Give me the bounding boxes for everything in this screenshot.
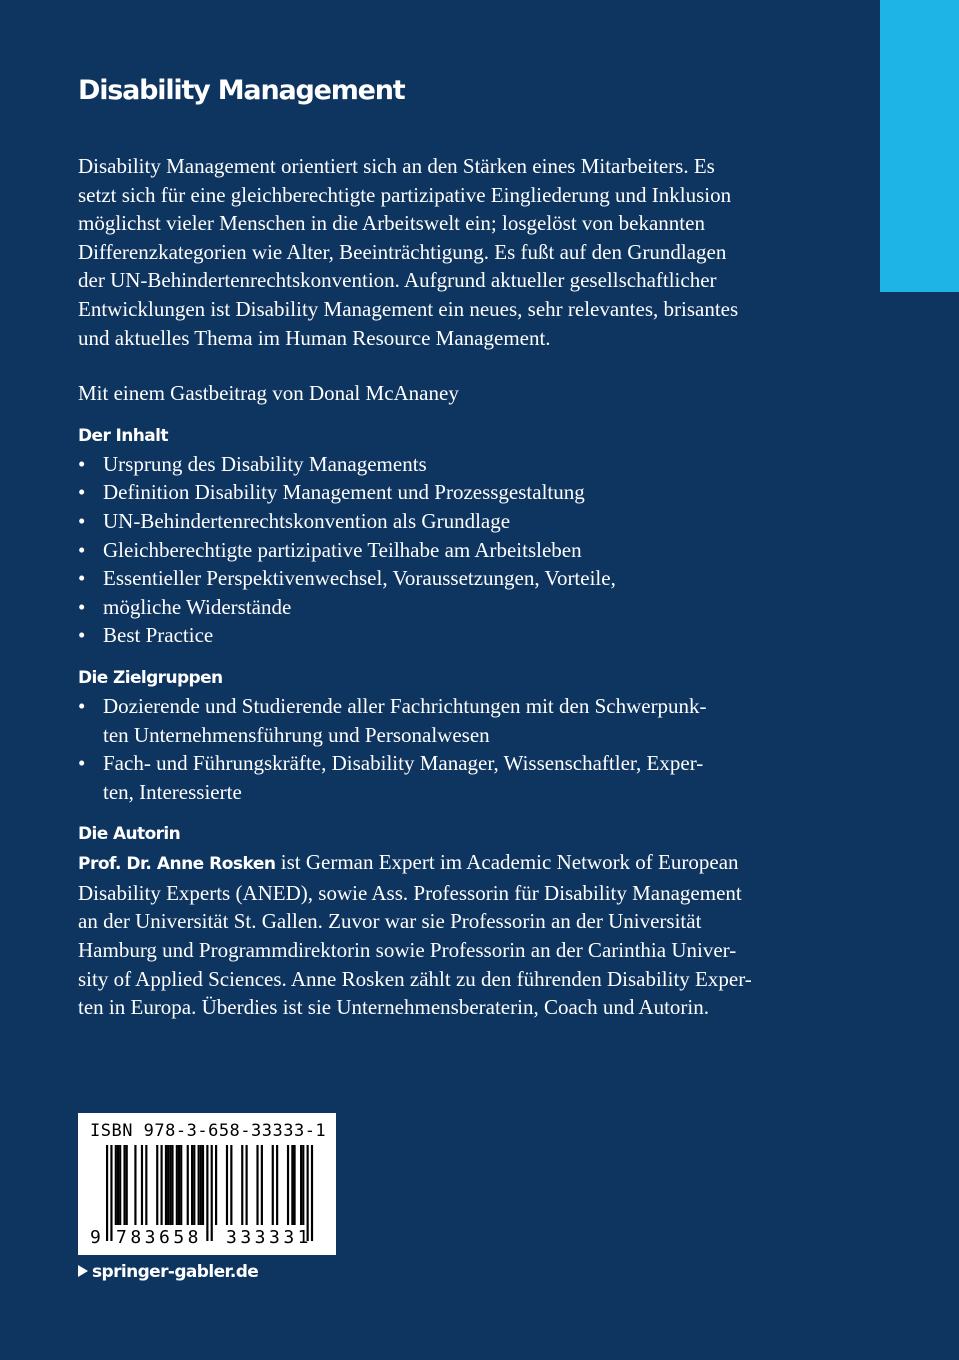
barcode-bar <box>226 1145 228 1225</box>
ean-group-left: 783658 <box>116 1227 203 1248</box>
barcode-bar <box>145 1145 147 1225</box>
barcode-bar <box>134 1145 136 1225</box>
barcode-bar <box>171 1145 173 1225</box>
list-item-line: • Fach- und Führungskräfte, Disability Manager, Wissenschaftler, Exper- <box>103 751 704 776</box>
intro-line: der UN-Behindertenrechtskonvention. Aufgrund aktueller gesellschaftlicher <box>78 268 717 293</box>
audience-heading: Die Zielgruppen <box>78 667 223 688</box>
list-item-line: ten Unternehmensführung und Personalwesen <box>103 722 490 747</box>
list-item: • Definition Disability Management und Prozessgestaltung <box>78 478 790 507</box>
author-line <box>78 848 790 879</box>
ean-first-digit: 9 <box>90 1227 101 1248</box>
content-heading: Der Inhalt <box>78 425 168 446</box>
author-line: Hamburg und Programmdirektorin sowie Professorin an der Carinthia Univer- <box>78 938 737 963</box>
book-title: Disability Management <box>78 75 405 106</box>
barcode-bar <box>106 1145 108 1241</box>
author-line-rest: ist German Expert im Academic Network of European <box>275 850 739 875</box>
arrow-right-icon <box>78 1265 88 1277</box>
barcode-bar <box>198 1145 200 1225</box>
author-name: Prof. Dr. Anne Rosken <box>78 854 276 875</box>
accent-bar <box>880 0 959 292</box>
intro-line: Differenzkategorien wie Alter, Beeinträchtigung. Es fußt auf den Grundlagen <box>78 239 727 264</box>
list-item: • Best Practice <box>78 621 790 650</box>
barcode-bar <box>293 1145 295 1225</box>
barcode-bar <box>241 1145 243 1225</box>
barcode-bar <box>156 1145 158 1225</box>
barcode-bar <box>200 1145 202 1225</box>
author-line: ten in Europa. Überdies ist sie Unternehmensberaterin, Coach und Autorin. <box>78 995 710 1020</box>
barcode-bar <box>176 1145 178 1225</box>
barcode-bar <box>276 1145 278 1225</box>
barcode-bar <box>117 1145 119 1225</box>
list-item: • mögliche Widerstände <box>78 593 790 622</box>
ean-group-right: 333331 <box>226 1227 313 1248</box>
barcode-bar <box>161 1145 163 1225</box>
barcode-bar <box>180 1145 182 1225</box>
publisher-website[interactable] <box>78 1262 258 1282</box>
list-item: • UN-Behindertenrechtskonvention als Grundlage <box>78 507 790 536</box>
barcode-bar <box>115 1145 117 1225</box>
barcode-bar <box>202 1145 204 1225</box>
barcode-bar <box>211 1145 213 1241</box>
barcode-bar <box>126 1145 128 1225</box>
list-item-line: • Dozierende und Studierende aller Fachrichtungen mit den Schwerpunk- <box>103 693 707 718</box>
barcode-bar <box>246 1145 248 1225</box>
barcode-bar <box>141 1145 143 1225</box>
barcode-bar <box>302 1145 304 1225</box>
intro-paragraph <box>78 152 790 352</box>
author-bio <box>78 848 790 1022</box>
audience-list <box>78 692 790 806</box>
list-item: • Essentieller Perspektivenwechsel, Voraussetzungen, Vorteile, <box>78 564 790 593</box>
intro-line: Disability Management orientiert sich an den Stärken eines Mitarbeiters. Es <box>78 154 715 178</box>
barcode-bar <box>119 1145 121 1225</box>
barcode-bar <box>123 1145 125 1225</box>
intro-line: Entwicklungen ist Disability Management ein neues, sehr relevantes, brisantes <box>78 296 739 321</box>
barcode-bar <box>291 1145 293 1225</box>
back-cover-text <box>78 70 790 1022</box>
intro-line: setzt sich für eine gleichberechtigte partizipative Eingliederung und Inklusion <box>78 182 732 207</box>
barcode-bar <box>300 1145 302 1225</box>
content-list <box>78 450 790 650</box>
barcode-bar <box>261 1145 263 1225</box>
author-heading: Die Autorin <box>78 824 181 845</box>
barcode-bar <box>169 1145 171 1225</box>
barcode-bar <box>165 1145 167 1225</box>
barcode-bar <box>287 1145 289 1225</box>
isbn-barcode <box>78 1113 336 1255</box>
barcode-bar <box>110 1145 112 1241</box>
barcode-bar <box>272 1145 274 1225</box>
barcode-bar <box>215 1145 217 1225</box>
list-item <box>78 749 790 806</box>
website-link[interactable]: springer-gabler.de <box>92 1262 259 1282</box>
author-line: an der Universität St. Gallen. Zuvor war sie Professorin an der Universität <box>78 909 702 934</box>
list-item: • Ursprung des Disability Managements <box>78 450 790 479</box>
author-line: Disability Experts (ANED), sowie Ass. Professorin für Disability Management <box>78 880 742 905</box>
barcode-bar <box>167 1145 169 1225</box>
intro-line: und aktuelles Thema im Human Resource Management. <box>78 325 551 350</box>
barcode-bar <box>206 1145 208 1241</box>
barcode-bar <box>191 1145 193 1225</box>
list-item-line: ten, Interessierte <box>103 779 242 804</box>
isbn-label: ISBN 978-3-658-33333-1 <box>90 1121 327 1141</box>
guest-contribution: Mit einem Gastbeitrag von Donal McAnaney <box>78 381 459 406</box>
list-item <box>78 692 790 749</box>
barcode-bar <box>187 1145 189 1225</box>
author-line: sity of Applied Sciences. Anne Rosken zählt zu den führenden Disability Exper- <box>78 966 752 991</box>
list-item: • Gleichberechtigte partizipative Teilhabe am Arbeitsleben <box>78 536 790 565</box>
barcode-bar <box>193 1145 195 1225</box>
intro-line: möglichst vieler Menschen in die Arbeitswelt ein; losgelöst von bekannten <box>78 211 705 236</box>
barcode-bar <box>256 1145 258 1225</box>
barcode-bar <box>178 1145 180 1225</box>
barcode-bar <box>230 1145 232 1225</box>
